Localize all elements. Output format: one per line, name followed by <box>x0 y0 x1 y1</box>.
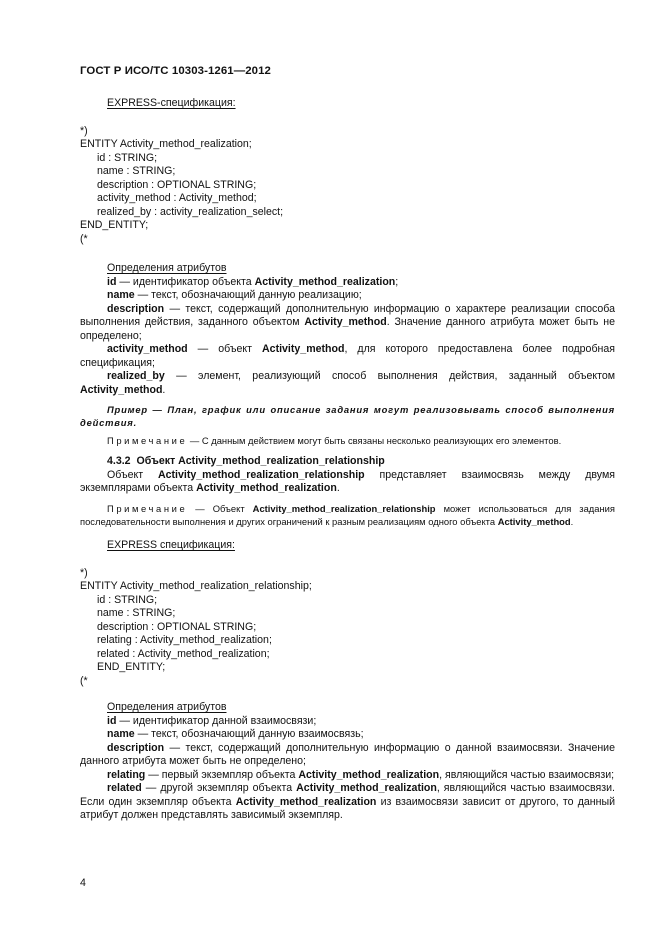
def-realized-by: realized_by — элемент, реализующий способ выполнения действия, заданный объектом Activity_method. <box>80 370 615 396</box>
open-comment-2: *) <box>80 566 88 579</box>
open-comment-1: *) <box>80 124 88 137</box>
def-description: description — текст, содержащий дополнительную информацию о характере реализации способа выполнения действия, заданного объектом Activity_method. Значение данного атрибута может быть не определено; <box>80 302 615 342</box>
close-comment-2: (* <box>80 674 88 687</box>
express-spec-1 <box>80 97 615 246</box>
def-id: id — идентификатор данной взаимосвязи; <box>107 714 317 727</box>
attr-line: activity_method : Activity_method; <box>97 192 257 204</box>
attribute-definitions-1 <box>80 262 615 447</box>
def-activity-method: activity_method — объект Activity_method, для которого предоставлена более подробная спецификация; <box>80 343 615 369</box>
entity-line-2: ENTITY Activity_method_realization_relationship; <box>80 580 312 592</box>
close-comment-1: (* <box>80 232 88 245</box>
def-id: id — идентификатор объекта Activity_method_realization; <box>107 275 399 288</box>
def-relating: relating — первый экземпляр объекта Activity_method_realization, являющийся частью взаимосвязи; <box>107 768 615 781</box>
note-2: Примечание — Объект Activity_method_realization_relationship может использоваться для задания последовательности выполнения и других ограничений к разным реализациям одного объекта Activity_method. <box>80 502 615 527</box>
page-number: 4 <box>80 877 86 889</box>
express-heading-2: EXPRESS спецификация: <box>107 539 235 551</box>
def-name: name — текст, обозначающий данную взаимосвязь; <box>107 728 364 740</box>
express-heading-1: EXPRESS-спецификация: <box>107 97 236 109</box>
section-intro: Объект Activity_method_realization_relationship представляет взаимосвязь между двумя экземплярами объекта Activity_method_realization. <box>80 468 615 494</box>
attribute-definitions-2 <box>80 701 615 823</box>
document-header: ГОСТ Р ИСО/ТС 10303-1261—2012 <box>80 65 271 77</box>
attr-line: relating : Activity_method_realization; <box>97 634 272 646</box>
attr-line: related : Activity_method_realization; <box>97 647 270 660</box>
attr-line: name : STRING; <box>97 165 176 177</box>
note-1: Примечание — С данным действием могут быть связаны несколько реализующих его элементов. <box>107 435 562 446</box>
attr-line: id : STRING; <box>97 151 158 164</box>
def-related: related — другой экземпляр объекта Activity_method_realization, являющийся частью взаимосвязи. Если один экземпляр объекта Activity_method_realization из взаимосвязи зависит от другого, то данный атрибут должен представлять зависимый экземпляр. <box>80 782 616 821</box>
attr-line: description : OPTIONAL STRING; <box>97 620 257 633</box>
attr-line: description : OPTIONAL STRING; <box>97 178 257 191</box>
express-spec-2 <box>80 539 615 688</box>
definitions-heading-2: Определения атрибутов <box>107 701 227 713</box>
attr-line: id : STRING; <box>97 593 158 606</box>
section-heading: 4.3.2 Объект Activity_method_realization_relationship <box>107 455 385 467</box>
end-entity-2: END_ENTITY; <box>97 661 166 673</box>
attr-line: name : STRING; <box>97 607 176 619</box>
end-entity-1: END_ENTITY; <box>80 219 149 231</box>
entity-line-1: ENTITY Activity_method_realization; <box>80 138 252 150</box>
definitions-heading-1: Определения атрибутов <box>107 262 227 274</box>
example-text: Пример — План, график или описание задания могут реализовывать способ выполнения действия. <box>80 404 615 428</box>
section-4-3-2 <box>80 455 615 528</box>
attr-line: realized_by : activity_realization_select; <box>97 205 284 218</box>
def-name: name — текст, обозначающий данную реализацию; <box>107 289 362 301</box>
def-description: description — текст, содержащий дополнительную информацию о данной взаимосвязи. Значение данного атрибута может быть не определено; <box>80 741 615 767</box>
